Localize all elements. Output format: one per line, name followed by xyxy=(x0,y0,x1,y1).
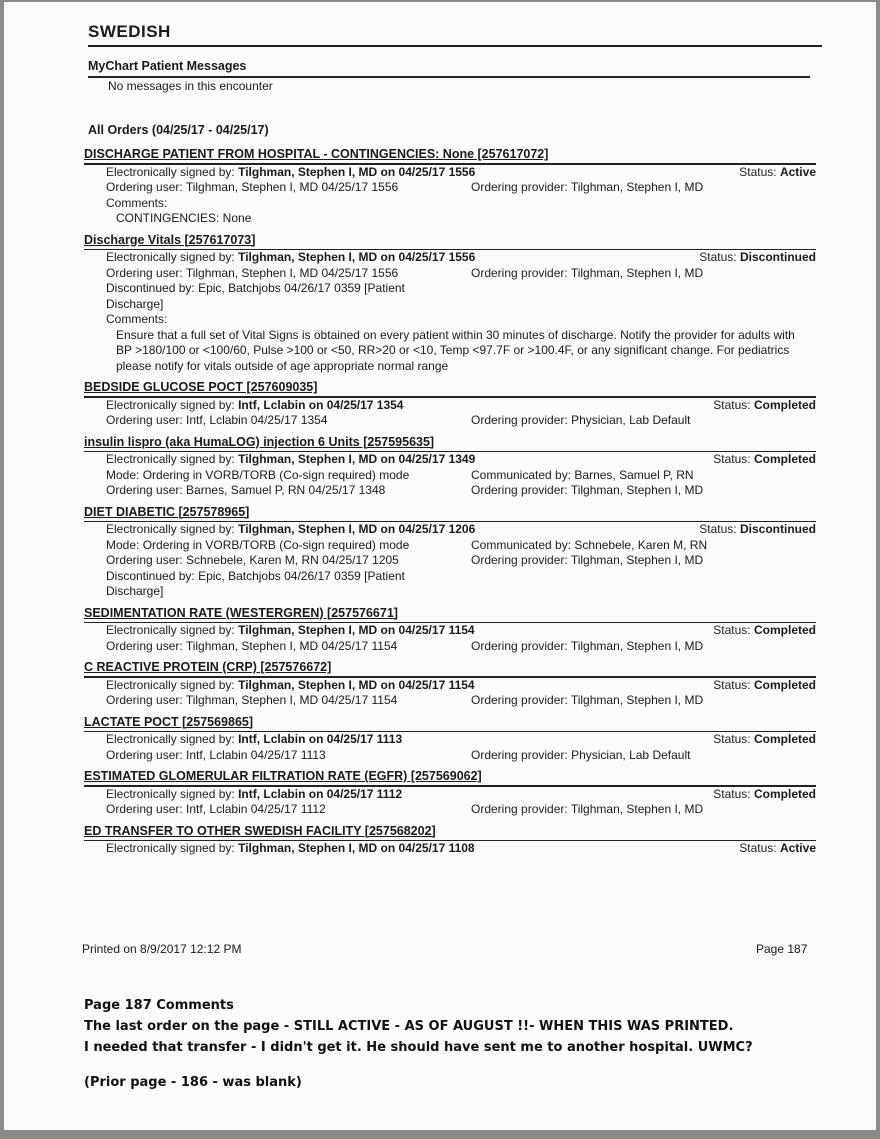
discontinued-row xyxy=(106,569,446,600)
order-block xyxy=(84,824,816,857)
ordering-provider-value: Physician, Lab Default xyxy=(571,413,691,427)
header-rule xyxy=(88,45,822,47)
order-title: DIET DIABETIC [257578965] xyxy=(84,504,250,519)
ordering-provider-label: Ordering provider: xyxy=(471,638,568,653)
communicated-by-label: Communicated by: xyxy=(471,467,572,482)
ordering-provider xyxy=(471,639,703,655)
status-badge: Discontinued xyxy=(739,250,816,264)
comments-label-row xyxy=(106,196,816,212)
ordering-user-value: Tilghman, Stephen I, MD 04/25/17 1556 xyxy=(185,180,399,194)
comments-line-2: I needed that transfer - I didn't get it. He should have sent me to another hospital. UWMC? xyxy=(84,1040,753,1055)
order-block xyxy=(84,435,816,499)
ordering-provider xyxy=(471,483,703,499)
status-badge: Completed xyxy=(753,786,816,801)
communicated-by-value: Barnes, Samuel P, RN xyxy=(574,467,694,482)
ordering-row xyxy=(106,639,816,655)
order-block xyxy=(84,380,816,429)
order-block xyxy=(84,606,816,655)
ordering-user-label: Ordering user: xyxy=(106,265,183,280)
signed-value: Intf, Lclabin on 04/25/17 1354 xyxy=(238,397,404,412)
ordering-provider-label: Ordering provider: xyxy=(471,747,568,762)
status xyxy=(713,678,816,694)
printed-date: Printed on 8/9/2017 12:12 PM xyxy=(82,942,242,956)
order-block xyxy=(84,233,816,375)
mychart-title: MyChart Patient Messages xyxy=(88,59,247,73)
status-label: Status: xyxy=(713,786,751,801)
mode-value: Ordering in VORB/TORB (Co-sign required) mode xyxy=(142,467,410,482)
status xyxy=(713,732,816,748)
signed-value: Intf, Lclabin on 04/25/17 1112 xyxy=(238,786,403,801)
mychart-rule xyxy=(88,76,810,78)
order-block xyxy=(84,715,816,764)
status-badge: Completed xyxy=(753,677,816,692)
signed-value: Intf, Lclabin on 04/25/17 1113 xyxy=(238,732,403,746)
signed-row xyxy=(106,522,816,538)
ordering-provider-value: Tilghman, Stephen I, MD xyxy=(570,638,704,653)
discontinued-row xyxy=(106,281,446,312)
ordering-provider-label: Ordering provider: xyxy=(471,693,568,707)
brand-header: SWEDISH xyxy=(88,22,171,41)
signed-label: Electronically signed by: xyxy=(106,677,235,692)
ordering-user-label: Ordering user: xyxy=(106,693,183,707)
handwritten-comments xyxy=(84,995,753,1093)
status-badge: Completed xyxy=(753,623,816,637)
ordering-row xyxy=(106,802,816,818)
status xyxy=(699,522,816,538)
orders-list xyxy=(4,147,876,863)
ordering-provider-label: Ordering provider: xyxy=(471,180,568,194)
order-title: C REACTIVE PROTEIN (CRP) [257576672] xyxy=(84,660,332,674)
status-badge: Discontinued xyxy=(739,522,816,536)
ordering-provider xyxy=(471,748,690,764)
order-comment: CONTINGENCIES: None xyxy=(116,211,252,225)
status-label: Status: xyxy=(699,250,737,264)
signed-row xyxy=(106,398,816,414)
status-badge: Completed xyxy=(753,732,816,746)
signed-value: Tilghman, Stephen I, MD on 04/25/17 1556 xyxy=(238,164,476,179)
signed-row xyxy=(106,732,816,748)
ordering-provider-value: Tilghman, Stephen I, MD xyxy=(570,693,704,707)
ordering-row xyxy=(106,553,816,569)
mode-value: Ordering in VORB/TORB (Co-sign required) mode xyxy=(142,537,410,552)
order-comment: Ensure that a full set of Vital Signs is obtained on every patient within 30 minutes of discharge. Notify the provider for adults with BP >180/100 or <100/60, Pulse >100 or <50, RR>20 or <10, Temp <97.7F or >100.4F, or any significant change. For pediatrics please notify for vitals outside of age appropriate normal range xyxy=(116,327,795,373)
document-page xyxy=(4,2,876,1130)
signed-value: Tilghman, Stephen I, MD on 04/25/17 1349 xyxy=(238,452,476,466)
order-title: SEDIMENTATION RATE (WESTERGREN) [257576671] xyxy=(84,605,398,620)
signed-row xyxy=(106,678,816,694)
order-title: ESTIMATED GLOMERULAR FILTRATION RATE (EGFR) [257569062] xyxy=(84,769,482,783)
ordering-provider xyxy=(471,802,703,818)
status-badge: Active xyxy=(779,164,816,179)
comments-line-3: (Prior page - 186 - was blank) xyxy=(84,1075,302,1090)
status xyxy=(739,165,816,181)
signed-row xyxy=(106,452,816,468)
ordering-provider-value: Tilghman, Stephen I, MD xyxy=(570,802,704,816)
mode-row xyxy=(106,468,816,484)
order-block xyxy=(84,660,816,709)
ordering-user-value: Tilghman, Stephen I, MD 04/25/17 1154 xyxy=(185,693,398,707)
order-title: insulin lispro (aka HumaLOG) injection 6 Units [257595635] xyxy=(84,434,435,449)
communicated-by xyxy=(471,468,694,484)
signed-label: Electronically signed by: xyxy=(106,452,235,466)
order-title: BEDSIDE GLUCOSE POCT [257609035] xyxy=(84,380,318,394)
signed-row xyxy=(106,841,816,857)
signed-label: Electronically signed by: xyxy=(106,732,235,746)
signed-row xyxy=(106,165,816,181)
comments-label: Comments: xyxy=(106,195,168,210)
order-block xyxy=(84,505,816,600)
ordering-user-value: Barnes, Samuel P, RN 04/25/17 1348 xyxy=(186,483,386,497)
communicated-by-label: Communicated by: xyxy=(471,537,572,552)
order-title: Discharge Vitals [257617073] xyxy=(84,232,256,247)
order-title: ED TRANSFER TO OTHER SWEDISH FACILITY [257568202] xyxy=(84,823,436,838)
signed-value: Tilghman, Stephen I, MD on 04/25/17 1206 xyxy=(238,522,476,536)
ordering-provider xyxy=(471,553,703,569)
all-orders-title: All Orders (04/25/17 - 04/25/17) xyxy=(88,123,269,137)
mode-label: Mode: xyxy=(106,467,140,482)
ordering-user-value: Schnebele, Karen M, RN 04/25/17 1205 xyxy=(186,553,399,567)
ordering-provider xyxy=(471,413,690,429)
discontinued-value: Epic, Batchjobs 04/26/17 0359 [Patient Discharge] xyxy=(106,568,405,598)
ordering-user-value: Tilghman, Stephen I, MD 04/25/17 1556 xyxy=(185,265,399,280)
status-label: Status: xyxy=(713,677,751,692)
status-badge: Active xyxy=(779,841,816,855)
status xyxy=(713,398,816,414)
ordering-provider-label: Ordering provider: xyxy=(471,802,568,816)
ordering-provider-value: Tilghman, Stephen I, MD xyxy=(570,483,704,497)
comments-label-row xyxy=(106,312,816,328)
ordering-row xyxy=(106,748,816,764)
status-label: Status: xyxy=(713,732,751,746)
ordering-provider-value: Tilghman, Stephen I, MD xyxy=(570,553,704,567)
mode-label: Mode: xyxy=(106,537,140,552)
comments-line-1: The last order on the page - STILL ACTIVE - AS OF AUGUST !!- WHEN THIS WAS PRINTED. xyxy=(84,1019,734,1034)
ordering-user-label: Ordering user: xyxy=(106,638,183,653)
signed-label: Electronically signed by: xyxy=(106,786,235,801)
ordering-user-label: Ordering user: xyxy=(106,413,183,427)
signed-value: Tilghman, Stephen I, MD on 04/25/17 1108 xyxy=(238,841,475,855)
ordering-row xyxy=(106,180,816,196)
communicated-by xyxy=(471,538,707,554)
order-block xyxy=(84,769,816,818)
signed-label: Electronically signed by: xyxy=(106,623,235,637)
status xyxy=(713,452,816,468)
order-title: LACTATE POCT [257569865] xyxy=(84,714,254,729)
signed-row xyxy=(106,787,816,803)
discontinued-label: Discontinued by: xyxy=(106,281,195,295)
discontinued-label: Discontinued by: xyxy=(106,568,195,583)
status-label: Status: xyxy=(699,522,737,536)
ordering-provider-value: Tilghman, Stephen I, MD xyxy=(570,265,704,280)
ordering-row xyxy=(106,483,816,499)
mode-row xyxy=(106,538,816,554)
signed-row xyxy=(106,623,816,639)
ordering-provider-label: Ordering provider: xyxy=(471,483,568,497)
ordering-user-value: Intf, Lclabin 04/25/17 1354 xyxy=(186,413,328,427)
ordering-row xyxy=(106,413,816,429)
status xyxy=(713,623,816,639)
discontinued-value: Epic, Batchjobs 04/26/17 0359 [Patient Discharge] xyxy=(106,281,405,311)
status-label: Status: xyxy=(713,452,751,466)
status-label: Status: xyxy=(713,397,751,412)
ordering-row xyxy=(106,266,816,282)
signed-label: Electronically signed by: xyxy=(106,164,235,179)
signed-value: Tilghman, Stephen I, MD on 04/25/17 1556 xyxy=(238,250,476,264)
comments-heading: Page 187 Comments xyxy=(84,998,234,1013)
mychart-note: No messages in this encounter xyxy=(108,79,273,93)
ordering-provider-label: Ordering provider: xyxy=(471,413,568,427)
ordering-user-label: Ordering user: xyxy=(106,747,183,762)
ordering-provider-label: Ordering provider: xyxy=(471,265,568,280)
signed-value: Tilghman, Stephen I, MD on 04/25/17 1154 xyxy=(238,677,475,692)
ordering-provider-label: Ordering provider: xyxy=(471,553,568,567)
ordering-user-label: Ordering user: xyxy=(106,802,183,816)
status-badge: Completed xyxy=(753,397,816,412)
ordering-provider xyxy=(471,180,703,196)
ordering-provider xyxy=(471,693,703,709)
ordering-user-label: Ordering user: xyxy=(106,483,183,497)
ordering-provider-value: Physician, Lab Default xyxy=(571,747,691,762)
status-label: Status: xyxy=(713,623,751,637)
order-block xyxy=(84,147,816,227)
signed-label: Electronically signed by: xyxy=(106,522,235,536)
status xyxy=(699,250,816,266)
comments-label: Comments: xyxy=(106,312,168,326)
ordering-user-value: Tilghman, Stephen I, MD 04/25/17 1154 xyxy=(185,638,398,653)
communicated-by-value: Schnebele, Karen M, RN xyxy=(574,537,708,552)
signed-row xyxy=(106,250,816,266)
ordering-user-label: Ordering user: xyxy=(106,553,183,567)
signed-value: Tilghman, Stephen I, MD on 04/25/17 1154 xyxy=(238,623,475,637)
status-label: Status: xyxy=(739,164,777,179)
order-title: DISCHARGE PATIENT FROM HOSPITAL - CONTINGENCIES: None [257617072] xyxy=(84,147,549,161)
status xyxy=(739,841,816,857)
status-label: Status: xyxy=(739,841,777,855)
ordering-provider xyxy=(471,266,703,282)
ordering-user-label: Ordering user: xyxy=(106,180,183,194)
status-badge: Completed xyxy=(753,452,816,466)
signed-label: Electronically signed by: xyxy=(106,397,235,412)
ordering-user-value: Intf, Lclabin 04/25/17 1113 xyxy=(186,747,326,762)
ordering-row xyxy=(106,693,816,709)
page-number: Page 187 xyxy=(756,942,808,956)
ordering-user-value: Intf, Lclabin 04/25/17 1112 xyxy=(186,802,326,816)
signed-label: Electronically signed by: xyxy=(106,841,235,855)
status xyxy=(713,787,816,803)
ordering-provider-value: Tilghman, Stephen I, MD xyxy=(570,180,704,194)
signed-label: Electronically signed by: xyxy=(106,250,235,264)
